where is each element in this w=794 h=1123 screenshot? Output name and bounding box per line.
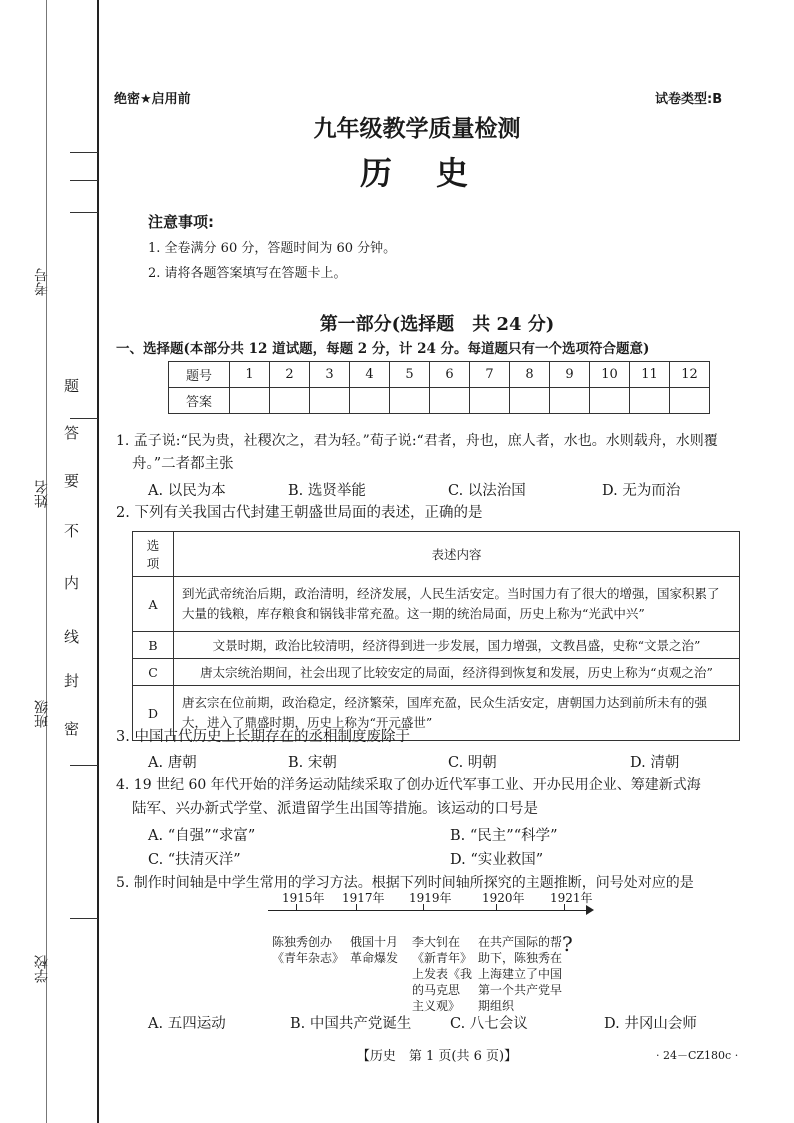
answer-cell[interactable] bbox=[470, 388, 510, 414]
notice-item: 1. 全卷满分 60 分，答题时间为 60 分钟。 bbox=[148, 241, 397, 256]
option-b[interactable]: B. 选贤举能 bbox=[288, 483, 366, 499]
option-b[interactable]: B. “民主”“科学” bbox=[450, 828, 558, 844]
option-c[interactable]: C. 以法治国 bbox=[448, 483, 526, 499]
table-cell: 8 bbox=[510, 362, 550, 388]
answer-table bbox=[168, 361, 710, 414]
timeline-event bbox=[478, 934, 562, 1014]
event-line: 期组织 bbox=[478, 999, 515, 1013]
table-cell: 10 bbox=[590, 362, 630, 388]
table-cell: 9 bbox=[550, 362, 590, 388]
event-line: 第一个共产党早 bbox=[478, 983, 563, 997]
option-table bbox=[132, 531, 740, 741]
table-row bbox=[169, 362, 710, 388]
option-c[interactable]: C. 明朝 bbox=[448, 755, 497, 771]
table-cell: 2 bbox=[270, 362, 310, 388]
option-d[interactable]: D. “实业救国” bbox=[450, 852, 544, 868]
option-c[interactable]: C. “扶清灭洋” bbox=[148, 852, 241, 868]
timeline-event bbox=[412, 934, 472, 1014]
event-line: 《新青年》 bbox=[412, 951, 473, 965]
name-label: 姓名 bbox=[34, 480, 50, 508]
year-label: 1919年 bbox=[409, 891, 452, 905]
page-title: 九年级教学质量检测 bbox=[313, 115, 521, 142]
event-line: 俄国十月 bbox=[350, 935, 399, 949]
question-stem: 舟。”二者都主张 bbox=[132, 456, 234, 472]
seal-char: 答 bbox=[64, 424, 80, 442]
option-b[interactable]: B. 宋朝 bbox=[288, 755, 337, 771]
table-header: 表述内容 bbox=[174, 532, 740, 577]
answer-cell[interactable] bbox=[270, 388, 310, 414]
table-row bbox=[133, 659, 740, 686]
question-stem: 2. 下列有关我国古代封建王朝盛世局面的表述，正确的是 bbox=[116, 505, 483, 521]
seal-char: 线 bbox=[64, 628, 80, 646]
event-line: 的马克思 bbox=[412, 983, 461, 997]
year-label: 1920年 bbox=[482, 891, 525, 905]
secret-label: 绝密★启用前 bbox=[114, 92, 191, 107]
table-header: 选项 bbox=[133, 532, 174, 577]
answer-cell[interactable] bbox=[590, 388, 630, 414]
seal-char: 封 bbox=[64, 672, 80, 690]
table-cell: 1 bbox=[230, 362, 270, 388]
event-line: 助下，陈独秀在 bbox=[478, 951, 563, 965]
timeline bbox=[268, 891, 598, 1014]
answer-cell[interactable] bbox=[390, 388, 430, 414]
part-title: 第一部分(选择题 共 24 分) bbox=[319, 314, 555, 335]
answer-cell[interactable] bbox=[550, 388, 590, 414]
table-cell: 4 bbox=[350, 362, 390, 388]
table-row bbox=[133, 532, 740, 577]
answer-cell[interactable] bbox=[310, 388, 350, 414]
option-d[interactable]: D. 无为而治 bbox=[602, 483, 681, 499]
subject-title: 历 史 bbox=[359, 154, 474, 192]
seal-char: 题 bbox=[64, 377, 80, 395]
option-text: 唐玄宗在位前期，政治稳定，经济繁荣，国库充盈，民众生活安定，唐朝国力达到前所未有的强大，进入了鼎盛时期，历史上称为“开元盛世” bbox=[174, 686, 740, 741]
event-line: 革命爆发 bbox=[350, 951, 399, 965]
option-text: 唐太宗统治期间，社会出现了比较安定的局面，经济得到恢复和发展，历史上称为“贞观之治” bbox=[174, 659, 740, 686]
option-d[interactable]: D. 井冈山会师 bbox=[604, 1016, 697, 1032]
school-label: 学校 bbox=[34, 955, 50, 983]
seal-char: 密 bbox=[64, 720, 80, 738]
option-c[interactable]: C. 八七会议 bbox=[450, 1016, 528, 1032]
table-cell: 题号 bbox=[169, 362, 230, 388]
event-line: 李大钊在 bbox=[412, 935, 461, 949]
event-line: 陈独秀创办 bbox=[272, 935, 333, 949]
year-label: 1915年 bbox=[282, 891, 325, 905]
timeline-event bbox=[350, 934, 398, 966]
field-line bbox=[70, 765, 98, 766]
answer-cell[interactable] bbox=[430, 388, 470, 414]
option-text: 文景时期，政治比较清明，经济得到进一步发展，国力增强，文教昌盛，史称“文景之治” bbox=[174, 632, 740, 659]
seal-char: 内 bbox=[64, 574, 80, 592]
table-cell: 答案 bbox=[169, 388, 230, 414]
question-stem: 4. 19 世纪 60 年代开始的洋务运动陆续采取了创办近代军事工业、开办民用企业、筹建新式海 bbox=[116, 777, 701, 793]
exam-number-label: 考号 bbox=[34, 268, 50, 296]
event-line: 《青年杂志》 bbox=[272, 951, 345, 965]
option-text: 到光武帝统治后期，政治清明，经济发展，人民生活安定。当时国力有了很大的增强，国家积累了大量的钱粮，库存粮食和锅钱非常充盈。这一期的统治局面，历史上称为“光武中兴” bbox=[174, 577, 740, 632]
option-a[interactable]: A. “自强”“求富” bbox=[148, 828, 256, 844]
question-stem: 3. 中国古代历史上长期存在的丞相制度废除于 bbox=[116, 729, 410, 745]
section-heading: 一、选择题(本部分共 12 道试题，每题 2 分，计 24 分。每道题只有一个选项符合题意) bbox=[116, 341, 650, 357]
paper-type: 试卷类型:B bbox=[655, 92, 723, 107]
table-cell: 11 bbox=[630, 362, 670, 388]
seal-char: 不 bbox=[64, 522, 80, 540]
option-a[interactable]: A. 以民为本 bbox=[148, 483, 226, 499]
table-row bbox=[133, 577, 740, 632]
option-label[interactable]: A bbox=[133, 577, 174, 632]
event-line: 上发表《我 bbox=[412, 967, 473, 981]
table-cell: 5 bbox=[390, 362, 430, 388]
timeline-axis bbox=[268, 910, 590, 911]
field-line bbox=[70, 212, 98, 213]
table-row bbox=[133, 632, 740, 659]
question-mark: ? bbox=[562, 932, 573, 956]
event-line: 在共产国际的帮 bbox=[478, 935, 563, 949]
event-line: 上海建立了中国 bbox=[478, 967, 563, 981]
page-number: 【历史 第 1 页(共 6 页)】 bbox=[356, 1049, 518, 1064]
class-label: 班级 bbox=[34, 700, 50, 728]
question-stem: 陆军、兴办新式学堂、派遣留学生出国等措施。该运动的口号是 bbox=[132, 801, 538, 817]
option-b[interactable]: B. 中国共产党诞生 bbox=[290, 1016, 412, 1032]
option-label[interactable]: C bbox=[133, 659, 174, 686]
option-a[interactable]: A. 唐朝 bbox=[148, 755, 197, 771]
answer-cell[interactable] bbox=[230, 388, 270, 414]
table-cell: 3 bbox=[310, 362, 350, 388]
field-line bbox=[70, 918, 98, 919]
option-label[interactable]: B bbox=[133, 632, 174, 659]
question-stem: 1. 孟子说:“民为贵，社稷次之，君为轻。”荀子说:“君者，舟也，庶人者，水也。水则载舟，水则覆 bbox=[116, 433, 718, 449]
year-label: 1917年 bbox=[342, 891, 385, 905]
answer-cell[interactable] bbox=[630, 388, 670, 414]
table-cell: 12 bbox=[670, 362, 710, 388]
seal-char: 要 bbox=[64, 472, 80, 490]
timeline-event bbox=[272, 934, 344, 966]
notice-item: 2. 请将各题答案填写在答题卡上。 bbox=[148, 266, 347, 281]
answer-cell[interactable] bbox=[510, 388, 550, 414]
paper-code: · 24－CZ180c · bbox=[656, 1049, 739, 1062]
table-row bbox=[169, 388, 710, 414]
notice-title: 注意事项: bbox=[148, 213, 214, 231]
answer-cell[interactable] bbox=[670, 388, 710, 414]
table-cell: 6 bbox=[430, 362, 470, 388]
option-d[interactable]: D. 清朝 bbox=[630, 755, 680, 771]
option-label[interactable]: D bbox=[133, 686, 174, 741]
event-line: 主义观》 bbox=[412, 999, 461, 1013]
answer-cell[interactable] bbox=[350, 388, 390, 414]
year-label: 1921年 bbox=[550, 891, 593, 905]
arrow-icon bbox=[586, 905, 594, 915]
option-a[interactable]: A. 五四运动 bbox=[148, 1016, 226, 1032]
question-stem: 5. 制作时间轴是中学生常用的学习方法。根据下列时间轴所探究的主题推断，问号处对应的是 bbox=[116, 875, 694, 891]
field-line bbox=[70, 418, 98, 419]
table-cell: 7 bbox=[470, 362, 510, 388]
